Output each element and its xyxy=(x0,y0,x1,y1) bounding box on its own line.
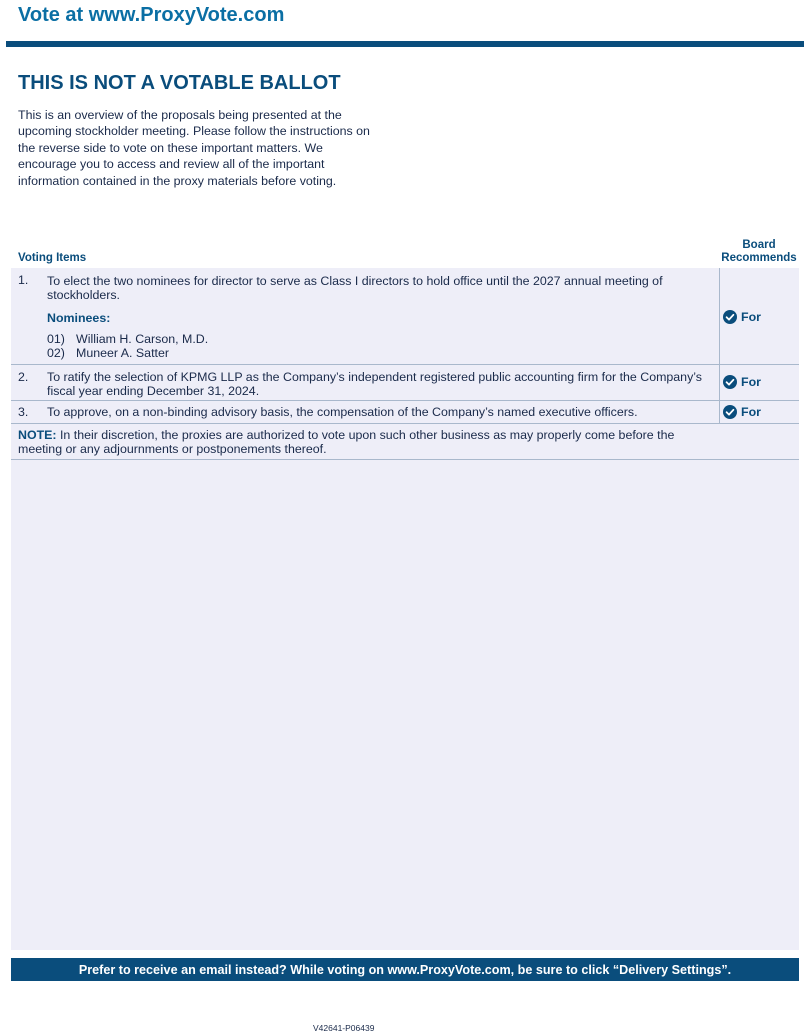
note-text xyxy=(18,429,718,456)
document-id: V42641-P06439 xyxy=(313,1023,375,1033)
delivery-settings-banner xyxy=(11,958,799,981)
board-recommendation xyxy=(723,404,761,420)
ballot-intro-text: This is an overview of the proposals being presented at the upcoming stockholder meeting. Please follow the instructions on the reverse side to vote on these important matters. We encourage you to access and review all of the important information contained in the proxy materials before voting. xyxy=(18,108,370,188)
board-recommends-header xyxy=(718,239,800,265)
nominee-name: William H. Carson, M.D. xyxy=(76,332,209,346)
board-recommendation xyxy=(723,309,761,325)
board-recommendation xyxy=(723,374,761,390)
board-recommends-header-line1: Board xyxy=(742,239,776,251)
nominee-index: 01) xyxy=(47,332,65,346)
item-text: To ratify the selection of KPMG LLP as the Company’s independent registered public accounting firm for the Company’s fiscal year ending December 31, 2024. xyxy=(47,370,702,398)
checkmark-circle-icon xyxy=(723,375,737,389)
board-recommends-header-line2: Recommends xyxy=(721,252,797,264)
item-number: 2. xyxy=(18,370,29,384)
header-divider xyxy=(6,41,804,47)
item-number: 3. xyxy=(18,405,29,419)
note-body: In their discretion, the proxies are authorized to vote upon such other business as may properly come before the meeting or any adjournments or postponements thereof. xyxy=(18,428,675,456)
item-text: To approve, on a non-binding advisory basis, the compensation of the Company’s named executive officers. xyxy=(47,405,638,419)
checkmark-circle-icon xyxy=(723,310,737,324)
recommendation-label: For xyxy=(741,375,761,389)
column-divider xyxy=(719,268,720,365)
page-header-title: Vote at www.ProxyVote.com xyxy=(18,4,285,26)
note-label: NOTE: xyxy=(18,428,57,442)
item-number: 1. xyxy=(18,273,29,287)
nominee-name: Muneer A. Satter xyxy=(76,346,169,360)
voting-items-header: Voting Items xyxy=(18,252,87,264)
recommendation-label: For xyxy=(741,405,761,419)
nominee-entry xyxy=(47,332,208,346)
checkmark-circle-icon xyxy=(723,405,737,419)
item-text: To elect the two nominees for director to serve as Class I directors to hold office until the 2027 annual meeting of stockholders. xyxy=(47,274,663,302)
column-divider xyxy=(719,401,720,424)
nominee-index: 02) xyxy=(47,346,65,360)
banner-text: Prefer to receive an email instead? While voting on www.ProxyVote.com, be sure to click “Delivery Settings”. xyxy=(78,962,732,977)
nominees-label: Nominees: xyxy=(47,311,111,325)
nominee-entry xyxy=(47,346,169,360)
column-divider xyxy=(719,365,720,401)
recommendation-label: For xyxy=(741,310,761,324)
ballot-title: THIS IS NOT A VOTABLE BALLOT xyxy=(18,72,341,94)
